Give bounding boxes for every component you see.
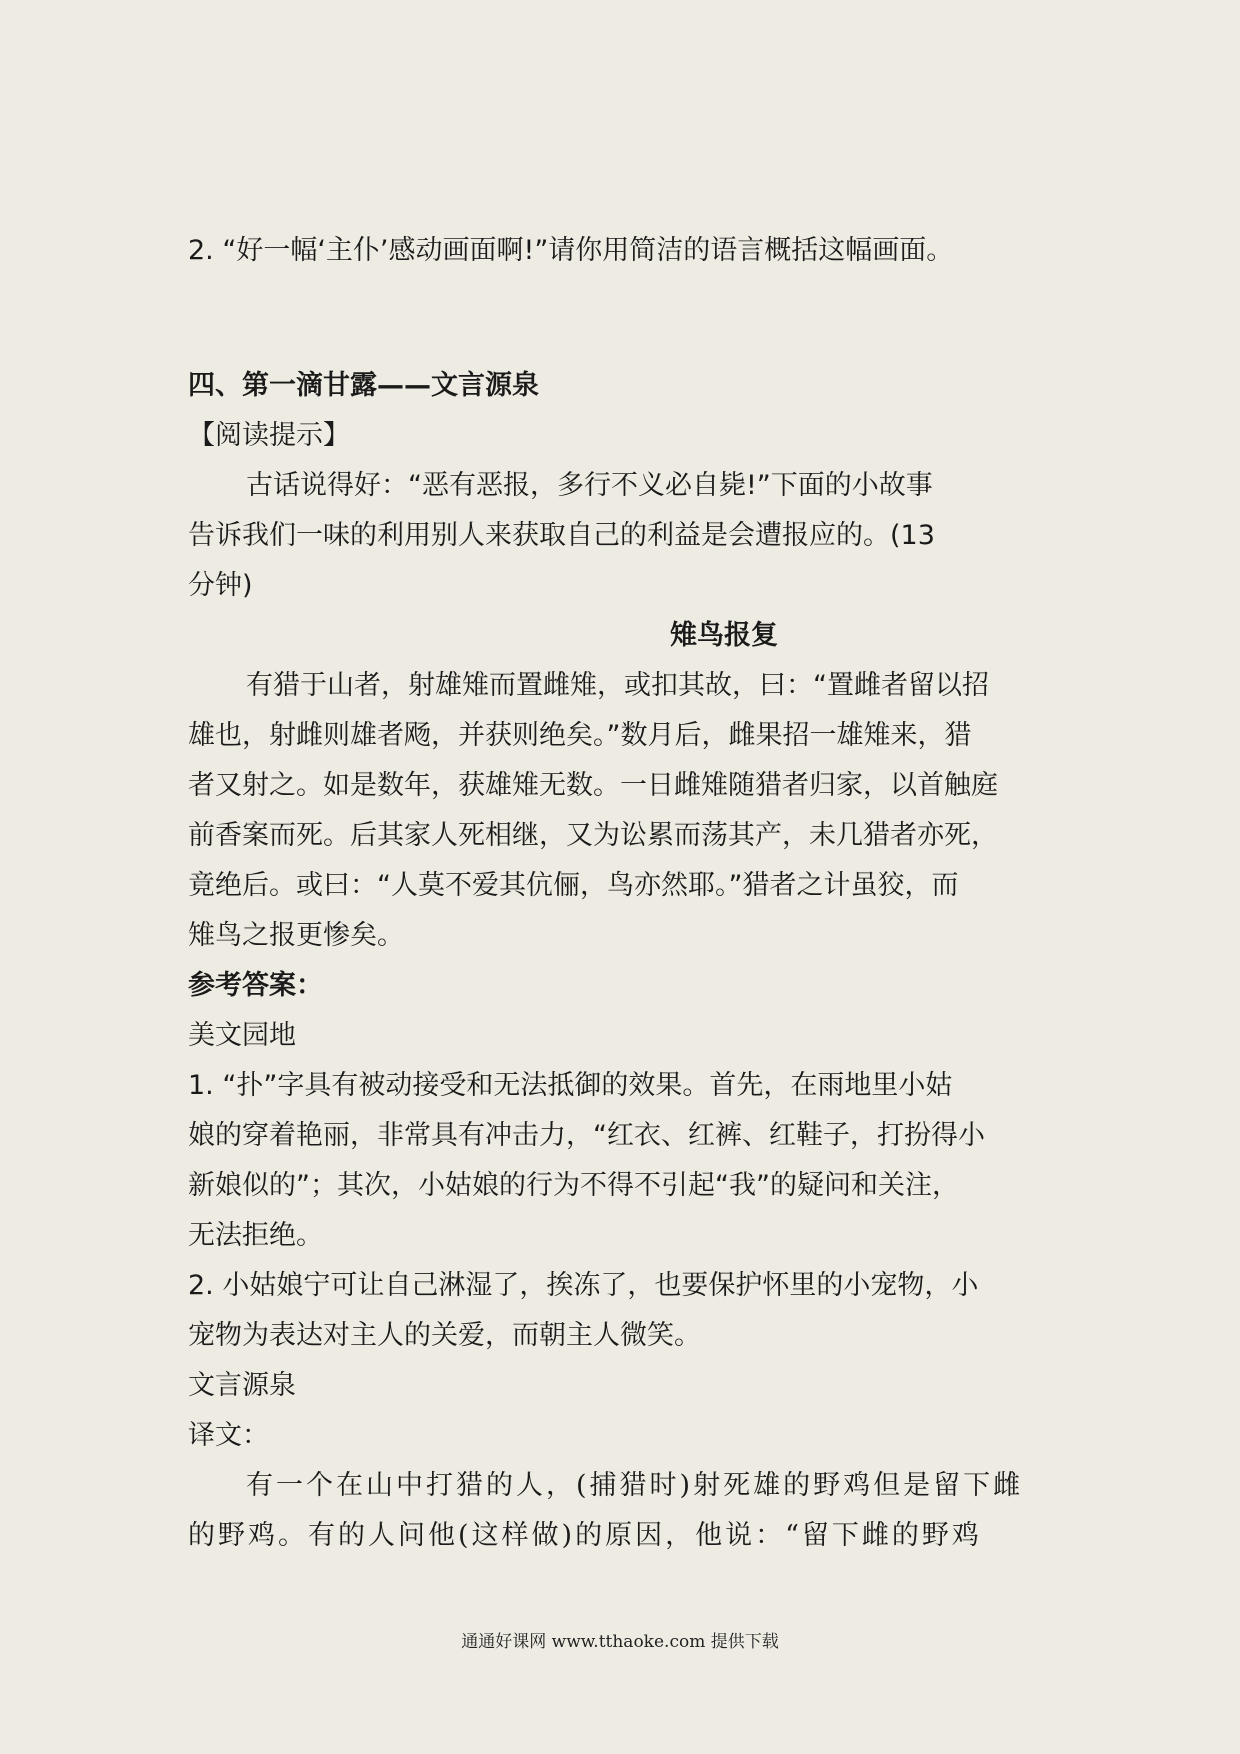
question-2: 2. “好一幅‘主仆’感动画面啊!”请你用简洁的语言概括这幅画面。 [188, 235, 954, 266]
story-line: 前香案而死。后其家人死相继，又为讼累而荡其产，未几猎者亦死， [188, 820, 998, 851]
story-line: 雉鸟之报更惨矣。 [188, 920, 404, 951]
answer-2-line: 2. 小姑娘宁可让自己淋湿了，挨冻了，也要保护怀里的小宠物，小 [188, 1270, 979, 1301]
page-footer: 通通好课网 www.tthaoke.com 提供下载 [461, 1632, 779, 1652]
answers-label: 参考答案： [188, 970, 323, 1001]
reading-hint-label: 【阅读提示】 [188, 420, 350, 451]
answer-2-line: 宠物为表达对主人的关爱，而朝主人微笑。 [188, 1320, 701, 1351]
story-title: 雉鸟报复 [670, 620, 778, 651]
answer-1-line: 无法拒绝。 [188, 1220, 323, 1251]
answer-1-line: 1. “扑”字具有被动接受和无法抵御的效果。首先，在雨地里小姑 [188, 1070, 953, 1101]
answer-1-line: 新娘似的”；其次，小姑娘的行为不得不引起“我”的疑问和关注， [188, 1170, 959, 1201]
section-title: 四、第一滴甘露——文言源泉 [188, 370, 539, 401]
story-line: 者又射之。如是数年，获雄雉无数。一日雌雉随猎者归家，以首触庭 [188, 770, 998, 801]
story-line: 有猎于山者，射雄雉而置雌雉，或扣其故，曰：“置雌者留以招 [246, 670, 989, 701]
meiwen-label: 美文园地 [188, 1020, 296, 1051]
hint-line: 分钟) [188, 570, 253, 601]
story-line: 雄也，射雌则雄者飏，并获则绝矣。”数月后，雌果招一雄雉来，猎 [188, 720, 972, 751]
translation-label: 译文： [188, 1420, 269, 1451]
hint-line: 告诉我们一味的利用别人来获取自己的利益是会遭报应的。(13 [188, 520, 935, 551]
hint-line: 古话说得好：“恶有恶报，多行不义必自毙!”下面的小故事 [246, 470, 933, 501]
answer-1-line: 娘的穿着艳丽，非常具有冲击力，“红衣、红裤、红鞋子，打扮得小 [188, 1120, 985, 1151]
translation-line: 有一个在山中打猎的人，(捕猎时)射死雄的野鸡但是留下雌 [246, 1470, 1024, 1501]
translation-line: 的野鸡。有的人问他(这样做)的原因，他说：“留下雌的野鸡 [188, 1520, 982, 1551]
story-line: 竟绝后。或曰：“人莫不爱其伉俪，鸟亦然耶。”猎者之计虽狡，而 [188, 870, 959, 901]
wenyan-label: 文言源泉 [188, 1370, 296, 1401]
section-four [188, 361, 1054, 1561]
